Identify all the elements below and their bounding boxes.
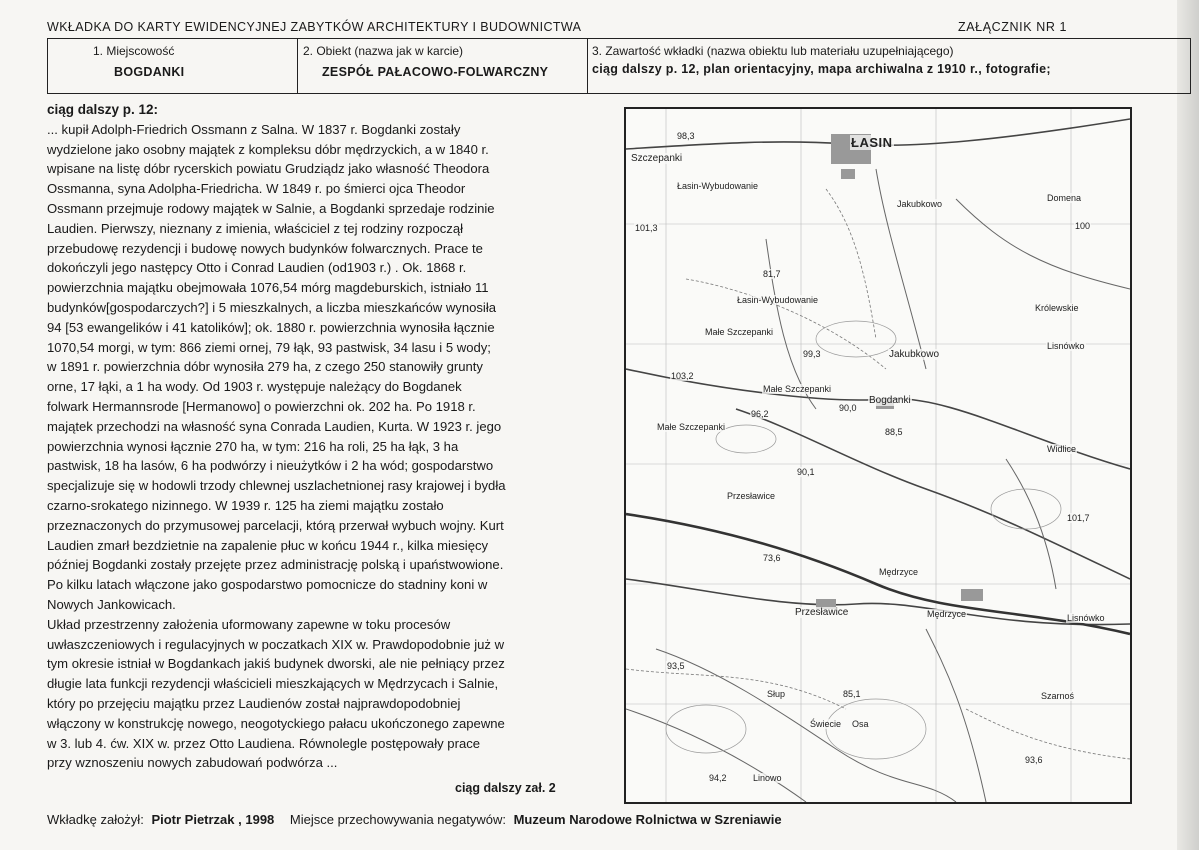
body-line: włączony w konstrukcję nowego, neogotyckiego pałacu ukończonego zapewne [47, 715, 505, 731]
map-height-900: 90,0 [839, 403, 857, 413]
body-line: długie lata funkcji rezydencji właścicieli mieszkających w Mędrzycach i Salnie, [47, 676, 499, 692]
header-cell-contents [587, 39, 1190, 93]
form-title: WKŁADKA DO KARTY EWIDENCYJNEJ ZABYTKÓW ARCHITEKTURY I BUDOWNICTWA [47, 20, 582, 34]
map-height-942: 94,2 [709, 773, 727, 783]
body-line: majątek przechodzi na własność syna Conrada Laudien, Kurta. W 1923 r. jego [47, 418, 502, 434]
body-line: powierzchnia majątku obejmowała 1076,54 mórg magdeburskich, istniało 11 [47, 280, 489, 296]
footer [47, 812, 782, 827]
map-label-szarnos: Szarnoś [1041, 691, 1075, 701]
body-line: wpisane na listę dóbr rycerskich powiatu Grudziądz jako własność Theodora [47, 161, 490, 177]
founder-value: Piotr Pietrzak , 1998 [151, 812, 275, 827]
object-value: ZESPÓŁ PAŁACOWO-FOLWARCZNY [322, 65, 549, 79]
body-line: ... kupił Adolph-Friedrich Ossmann z Salna. W 1837 r. Bogdanki zostały [47, 121, 461, 137]
contents-label: 3. Zawartość wkładki (nazwa obiektu lub materiału uzupełniającego) [592, 44, 954, 58]
body-line: Ossmanna, syna Adolpha-Friedricha. W 1849 r. po śmierci ojca Theodor [47, 181, 466, 197]
body-line: specjalizuje się w hodowli trzody chlewnej uszlachetnionej rasy krajowej i bydła [47, 478, 506, 494]
map-label-bogdanki: Bogdanki [869, 395, 911, 406]
map-height-1032: 103,2 [671, 371, 694, 381]
map-label-medrzyce: Mędrzyce [879, 567, 919, 577]
body-line: 94 [53 ewangelików i 41 katolików]; ok. 1880 r. powierzchnia wynosiła łącznie [47, 319, 495, 335]
body-line: orne, 17 łąki, a 1 ha wody. Od 1903 r. występuje należący do Bogdanek [47, 379, 462, 395]
body-line: Laudien zmarł bezdzietnie na zapalenie płuc w końcu 1944 r., kilka miesięcy [47, 537, 489, 553]
map-height-901: 90,1 [797, 467, 815, 477]
header-cell-locality [48, 39, 297, 93]
map-label-jakubkowo-2: Jakubkowo [889, 349, 940, 360]
body-heading: ciąg dalszy p. 12: [47, 102, 159, 117]
map-label-lasin-wybudowanie-2: Łasin-Wybudowanie [737, 295, 818, 305]
attachment-number: ZAŁĄCZNIK NR 1 [958, 20, 1068, 34]
body-line: przebudowę rezydencji i budowę nowych budynków folwarcznych. Prace te [47, 240, 483, 256]
body-line: uwłaszczeniowych i regulacyjnych w poczatkach XIX w. Prawdopodobnie już w [47, 636, 505, 652]
body-line: przy wznoszeniu nowych zabudowań podwórza ... [47, 755, 338, 771]
map-height-736: 73,6 [763, 553, 781, 563]
archival-map [624, 107, 1132, 804]
map-height-936: 93,6 [1025, 755, 1043, 765]
map-label-przestawice: Przesławice [727, 491, 776, 501]
body-text [47, 100, 587, 773]
map-label-jakubkowo: Jakubkowo [897, 199, 943, 209]
map-height-817: 81,7 [763, 269, 781, 279]
contents-value: ciąg dalszy p. 12, plan orientacyjny, mapa archiwalna z 1910 r., fotografie; [592, 62, 1051, 76]
map-height-983: 98,3 [677, 131, 695, 141]
header-table [47, 38, 1191, 94]
map-height-993: 99,3 [803, 349, 821, 359]
map-label-linowo: Linowo [753, 773, 782, 783]
body-line: folwark Hermannsrode [Hermanowo] o powierzchni ok. 202 ha. Po 1918 r. [47, 398, 476, 414]
map-label-slup: Słup [767, 689, 786, 699]
body-line: przeznaczonych do przymusowej parcelacji, którą przerwał wybuch wojny. Kurt [47, 517, 504, 533]
map-label-lasin-wybudowanie: Łasin-Wybudowanie [677, 181, 758, 191]
map-label-lisnowko: Lisnówko [1047, 341, 1085, 351]
body-line: Układ przestrzenny założenia uformowany zapewne w toku procesów [47, 616, 451, 632]
map-label-medrzyce-2: Mędrzyce [927, 609, 967, 619]
body-line: budynków[gospodarczych?] i 5 mieszkalnych, a liczba mieszkańców wynosiła [47, 299, 497, 315]
map-label-lasin: ŁASIN [851, 135, 893, 150]
continued-note: ciąg dalszy zał. 2 [455, 781, 556, 795]
body-paragraph [47, 120, 587, 773]
body-line: Nowych Jankowicach. [47, 596, 176, 612]
founder-label: Wkładkę założył: [47, 812, 144, 827]
map-label-przestawice-2: Przesławice [795, 607, 849, 618]
map-label-lisnowko-2: Lisnówko [1067, 613, 1105, 623]
map-label-krolewskie: Królewskie [1035, 303, 1079, 313]
body-line: w 3. lub 4. ćw. XIX w. przez Otto Laudiena. Równolegle postępowały prace [47, 735, 481, 751]
map-label-male-szczepanki-3: Małe Szczepanki [657, 422, 726, 432]
storage-label: Miejsce przechowywania negatywów: [289, 812, 506, 827]
map-height-1013: 101,3 [635, 223, 658, 233]
map-height-100: 100 [1075, 221, 1091, 231]
body-line: Laudien. Pierwszy, nieznany z imienia, właściciel z tej rodziny rozpoczął [47, 220, 464, 236]
map-label-swiecie: Świecie [810, 719, 842, 729]
locality-label: 1. Miejscowość [93, 44, 175, 58]
object-label: 2. Obiekt (nazwa jak w karcie) [303, 44, 464, 58]
map-height-962: 96,2 [751, 409, 769, 419]
body-line: dokończyli jego następcy Otto i Conrad Laudien (od1903 r.) . Ok. 1868 r. [47, 260, 467, 276]
body-line: powierzchnia wynosi łącznie 270 ha, w tym: 216 ha roli, 25 ha łąk, 3 ha [47, 438, 459, 454]
map-label-szczepanki: Szczepanki [631, 153, 683, 164]
map-height-935: 93,5 [667, 661, 685, 671]
header-cell-object [297, 39, 587, 93]
body-line: tym okresie istniał w Bogdankach jakiś budynek dworski, ale nie pełniący przez [47, 656, 505, 672]
page-edge [1177, 0, 1199, 850]
locality-value: BOGDANKI [114, 65, 185, 79]
body-line: pastwisk, 18 ha lasów, 6 ha podwórzy i nieużytków i 2 ha wód; gospodarstwo [47, 458, 494, 474]
body-line: Ossmann przejmuje rodowy majątek w Salnie, a Bogdanki sprzedaje rodzinie [47, 200, 495, 216]
body-line: 1070,54 morgi, w tym: 866 ziemi ornej, 79 łąk, 93 pastwisk, 34 lasu i 5 wody; [47, 339, 491, 355]
map-height-1017: 101,7 [1067, 513, 1090, 523]
map-height-851: 85,1 [843, 689, 861, 699]
map-height-885: 88,5 [885, 427, 903, 437]
map-label-male-szczepanki-2: Małe Szczepanki [763, 384, 832, 394]
map-label-osa: Osa [852, 719, 869, 729]
body-line: później Bogdanki zostały przejęte przez administrację polską i upaństwowione. [47, 557, 504, 573]
map-label-widlice: Widlice [1047, 444, 1077, 454]
body-line: który po przejęciu majątku przez Laudienów został najprawdopodobniej [47, 695, 461, 711]
body-line: wydzielone jako osobny majątek z kompleksu dóbr mędrzyckich, a w 1840 r. [47, 141, 489, 157]
body-line: czarno-srokatego nizinnego. W 1939 r. 125 ha ziemi majątku zostało [47, 497, 444, 513]
body-line: w 1891 r. powierzchnia dóbr wynosiła 279 ha, z czego 250 stanowiły grunty [47, 359, 483, 375]
storage-value: Muzeum Narodowe Rolnictwa w Szreniawie [513, 812, 782, 827]
map-label-male-szczepanki: Małe Szczepanki [705, 327, 774, 337]
map-label-domena: Domena [1047, 193, 1082, 203]
body-line: Po kilku latach włączone jako gospodarstwo pomocnicze do stadniny koni w [47, 577, 488, 593]
